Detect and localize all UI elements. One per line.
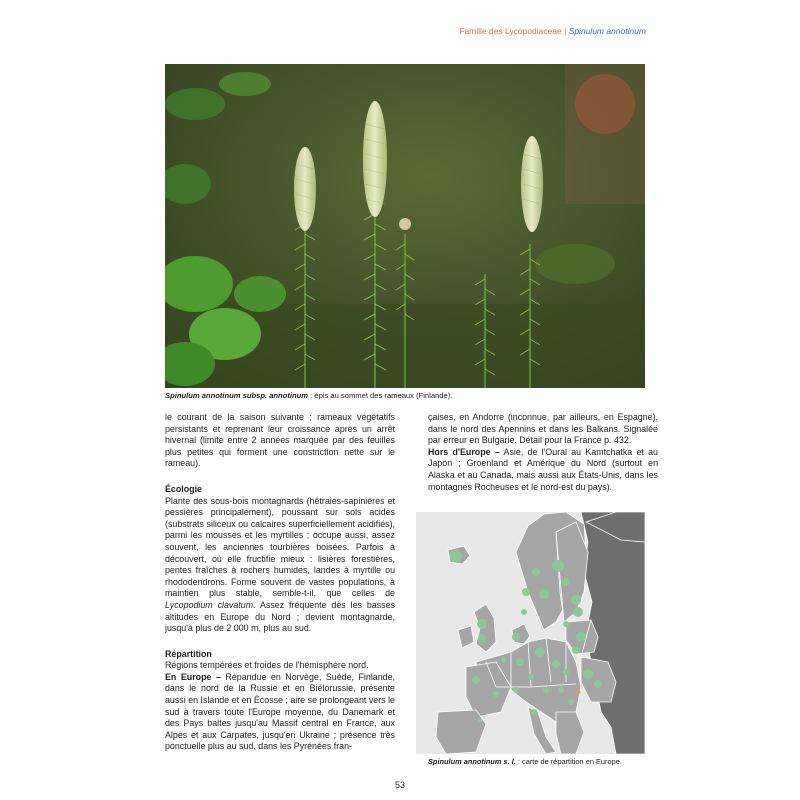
repartition-heading: Répartition — [165, 648, 212, 659]
left-column — [165, 412, 395, 753]
map-caption-text: : carte de répartition en Europe. — [515, 757, 622, 766]
right-column — [428, 412, 658, 493]
running-head — [459, 26, 646, 36]
photo-caption — [165, 391, 645, 400]
europe-paragraph — [165, 672, 395, 753]
left-intro-paragraph: le courant de la saison suivante ; rameaux végétatifs persistants et reprenant leur croissance après un arrêt hivernal (limite entre 2 années marquée par des feuilles plus petites qui forment une constriction nette sur le rameau). — [165, 412, 395, 469]
ecologie-heading: Écologie — [165, 483, 202, 494]
page-number: 53 — [394, 780, 405, 790]
map-caption — [428, 757, 645, 766]
europe-label: En Europe – — [165, 671, 221, 682]
running-head-species: Spinulum annotinum — [568, 26, 646, 36]
hors-europe-label: Hors d'Europe – — [428, 446, 500, 457]
running-head-family: Famille des Lycopodiaceae | — [459, 26, 569, 36]
ecologie-text-1: Plante des sous-bois montagnards (hêtraies-sapinières et pessières principalement), poussant sur sols acides (substrats siliceux ou calcaires superficiellement acidifiés), parmi les mousses et les myrtilles ; occupe aussi, assez souvent, les anciennes tourbières boisées. Parfois à découvert, où elle fructifie mieux : lisières forestières, pentes fraîches à rochers humides, landes à myrtille ou rhododendrons. Forme souvent de vastes populations, à maintien plus stable, semble-t-il, que celles de — [165, 495, 395, 599]
europe-text: Répandue en Norvège, Suède, Finlande, dans le nord de la Russie et en Biélorussie, présente aussi en Islande et en Écosse ; aire se prolongeant vers le sud à travers toute l'Europe moyenne, du Danemark et des Pays baltes jusqu'au Massif central en France, aux Alpes et aux Carpates, jusqu'en Ukraine ; présence très ponctuelle plus au sud, dans les Pyrénées fran- — [165, 671, 396, 752]
ecologie-text-2: . Assez fréquente dès les basses altitudes en Europe du Nord ; devient montagnarde, jusqu'à plus de 2 000 m, plus au sud. — [165, 599, 395, 634]
europe-distribution-map — [416, 512, 645, 754]
photo-caption-species: Spinulum annotinum subsp. annotinum — [165, 391, 309, 400]
photo-caption-text: : épis au sommet des rameaux (Finlande). — [308, 391, 453, 400]
ecologie-paragraph — [165, 496, 395, 635]
ecologie-species: Lycopodium clavatum — [165, 599, 254, 610]
right-continuation-paragraph: çaises, en Andorre (inconnue, par ailleurs, en Espagne), dans le nord des Apennins et dans les Balkans. Signalée par erreur en Bulgarie. Détail pour la France p. 432. — [428, 412, 658, 446]
clubmoss-photo — [165, 64, 645, 388]
hors-europe-text: Asie, de l'Oural au Kamtchatka et au Japon ; Groenland et Amérique du Nord (surtout en Alaska et au Canada, mais aussi aux États-Unis, dans les montagnes Rocheuses et le nord-est du pays). — [428, 446, 658, 492]
map-caption-species: Spinulum annotinum s. l. — [428, 757, 516, 766]
repartition-paragraph: Régions tempérées et froides de l'hémisphère nord. — [165, 660, 369, 671]
europe-map-icon — [416, 512, 645, 754]
clubmoss-photo-icon — [165, 64, 645, 388]
hors-europe-paragraph — [428, 447, 658, 493]
